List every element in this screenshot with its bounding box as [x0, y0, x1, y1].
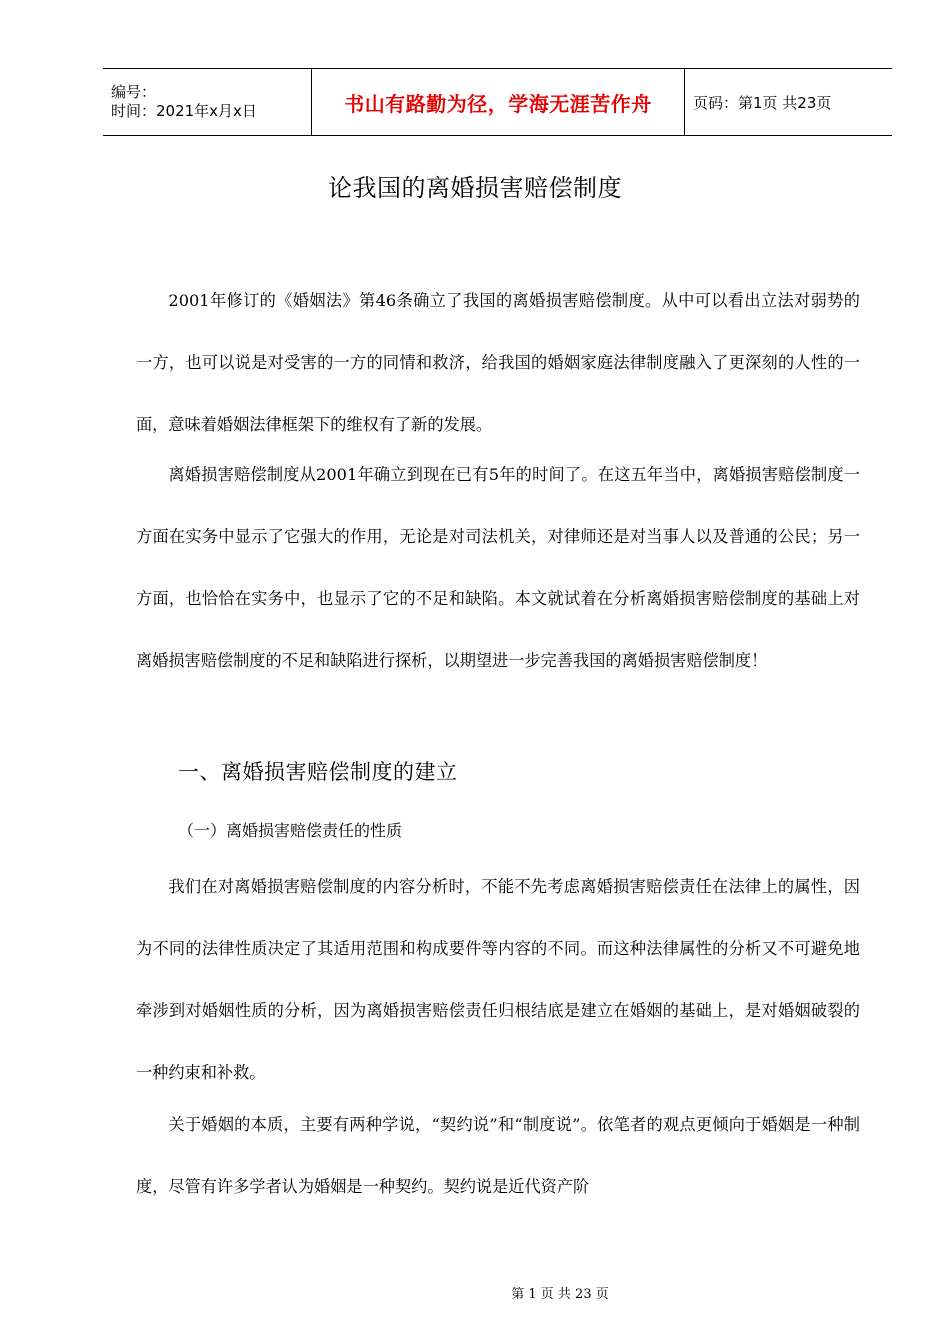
section-heading: 一、离婚损害赔偿制度的建立 — [178, 760, 458, 784]
document-header — [103, 68, 892, 136]
paragraph: 关于婚姻的本质，主要有两种学说，“契约说”和“制度说”。依笔者的观点更倾向于婚姻是一种制度，尽管有许多学者认为婚姻是一种契约。契约说是近代资产阶 — [136, 1115, 860, 1196]
document-title: 论我国的离婚损害赔偿制度 — [328, 174, 622, 202]
intro-paragraph-1-block — [136, 270, 860, 456]
serial-label: 编号： — [111, 83, 157, 101]
intro-paragraph-2-block — [136, 444, 860, 692]
paragraph: 离婚损害赔偿制度从2001年确立到现在已有5年的时间了。在这五年当中，离婚损害赔偿制度一方面在实务中显示了它强大的作用，无论是对司法机关，对律师还是对当事人以及普通的公民；另一方面，也恰恰在实务中，也显示了它的不足和缺陷。本文就试着在分析离婚损害赔偿制度的基础上对离婚损害赔偿制度的不足和缺陷进行探析，以期望进一步完善我国的离婚损害赔偿制度！ — [136, 465, 860, 670]
date-label: 时间：2021年x月x日 — [111, 102, 257, 120]
header-motto: 书山有路勤为径，学海无涯苦作舟 — [312, 69, 685, 136]
section1-paragraph-2-block — [136, 1094, 860, 1218]
paragraph: 我们在对离婚损害赔偿制度的内容分析时，不能不先考虑离婚损害赔偿责任在法律上的属性，因为不同的法律性质决定了其适用范围和构成要件等内容的不同。而这种法律属性的分析又不可避免地牵涉到对婚姻性质的分析，因为离婚损害赔偿责任归根结底是建立在婚姻的基础上，是对婚姻破裂的一种约束和补救。 — [136, 877, 860, 1082]
page-footer: 第 1 页 共 23 页 — [511, 1287, 609, 1302]
subsection-heading: （一）离婚损害赔偿责任的性质 — [178, 821, 403, 840]
header-meta-cell — [103, 69, 312, 136]
paragraph: 2001年修订的《婚姻法》第46条确立了我国的离婚损害赔偿制度。从中可以看出立法对弱势的一方，也可以说是对受害的一方的同情和救济，给我国的婚姻家庭法律制度融入了更深刻的人性的一面，意味着婚姻法律框架下的维权有了新的发展。 — [136, 291, 860, 434]
section1-paragraph-1-block — [136, 856, 860, 1104]
header-page-info: 页码：第1页 共23页 — [685, 69, 893, 136]
